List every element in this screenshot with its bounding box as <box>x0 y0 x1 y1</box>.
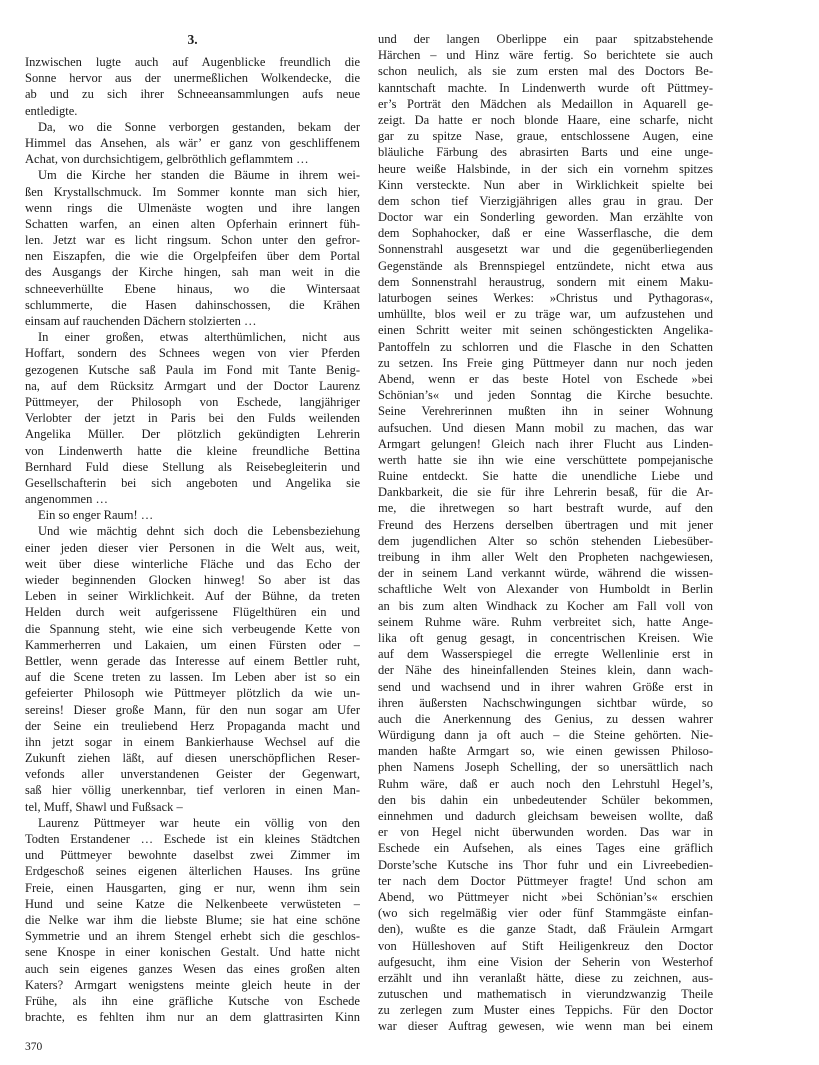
text-line: Freund des Herzens derselben übertragen und mit jener <box>378 517 713 532</box>
text-line: Kammerherren und Lakaien, um einen Fürsten oder – <box>25 637 360 652</box>
text-line: ihn jetzt sogar in einem Bankierhause Wechsel auf die <box>25 734 360 749</box>
text-line: Kinn versteckte. Nun aber in Wirklichkeit spielte bei <box>378 177 713 192</box>
text-line: Bettler, wenn gerade das Interesse auf einem Bettler ruht, <box>25 653 360 668</box>
text-line: Dankbarkeit, die sie für ihre Lehrerin besaß, für die Ar- <box>378 485 713 500</box>
text-line: seinem Ruhme wäre. Ruhm verbreitet sich, hatte Ange- <box>378 614 713 629</box>
text-line: Würdigung dann ja oft auch – die Steine gehörten. Nie- <box>378 728 713 743</box>
text-line: ßen Krystallschmuck. Im Sommer konnte man sich hier, <box>25 184 360 199</box>
text-line: von Hülleshoven auf Stift Heiligenkreuz den Doctor <box>378 938 713 953</box>
text-line: sereins! Dieser große Mann, für den nun sogar am Ufer <box>25 702 360 717</box>
paragraph <box>25 815 360 1025</box>
text-line: Bernhard Fuld diese Stellung als Reisebegleiterin und <box>25 459 360 474</box>
text-line: Sonne hervor aus der unermeßlichen Wolkendecke, die <box>25 71 360 86</box>
text-line: laturbogen seines Werkes: »Christus und Pythagoras«, <box>378 291 713 305</box>
text-line: zu setzen. Ins Freie ging Püttmeyer dann nur noch jeden <box>378 355 713 370</box>
text-line: Und wie mächtig dehnt sich doch die Lebensbeziehung <box>38 524 360 539</box>
text-line: Katers? Armgart wenigstens meinte gleich heute in der <box>25 977 360 992</box>
text-line: von Lindenwerth hatte die kleine freundliche Bettina <box>25 443 360 458</box>
paragraph <box>25 119 360 168</box>
text-line: Hund und seine Katze die Nelkenbeete verwüsteten – <box>25 896 360 911</box>
text-line: lika oft genug gesagt, in concentrischen Kreisen. Wie <box>378 630 713 645</box>
text-line: Hoffart, sondern des Schnees wegen von vier Pferden <box>25 346 360 361</box>
text-line: nen Eiszapfen, die wie die Orgelpfeifen über dem Portal <box>25 249 360 264</box>
text-line: Freie, einen Hausgarten, ging er nur, wenn ihm sein <box>25 880 360 895</box>
text-line: saß hier völlig unerkennbar, tief verloren in einen Man- <box>25 783 360 798</box>
text-line: den), wußte es die ganze Stadt, daß Fräulein Armgart <box>378 922 713 937</box>
text-line: zeigt. Da hatte er noch blonde Haare, eine scharfe, nicht <box>378 112 713 127</box>
text-line: der Nähe des hineinfallenden Steines klein, dann wach- <box>378 663 713 678</box>
text-line: auf dem Wasserspiegel die erregte Wellenlinie erst in <box>378 647 713 662</box>
text-line: In einer großen, etwas alterthümlichen, nicht aus <box>38 330 360 345</box>
paragraph <box>25 329 360 507</box>
text-line: einsam auf rauchenden Dächern stolzierten … <box>25 314 257 328</box>
left-column <box>25 31 360 1035</box>
text-line: ihren äußersten Nachschwingungen sichtbar würde, so <box>378 695 713 710</box>
text-line: Angelika Müller. Der plötzlich gekündigten Lehrerin <box>25 427 360 442</box>
text-line: und der langen Oberlippe ein paar spitzabstehende <box>378 32 713 46</box>
paragraph <box>25 523 360 814</box>
text-line: schneeverhüllte Ebene hinaus, wo die Wintersaat <box>25 281 360 296</box>
text-line: die Nelke war ihm die liebste Blume; sie hat eine schöne <box>25 912 360 927</box>
text-line: Inzwischen lugte auch auf Augenblicke freundlich die <box>25 55 360 69</box>
paragraph <box>25 167 360 329</box>
text-line: (wo sich regelmäßig vier oder fünf Stammgäste einfan- <box>378 906 713 921</box>
text-line: weit über diese winterliche Fläche und das Echo der <box>25 556 360 571</box>
text-line: heure weiße Halsbinde, in der sich ein vornehm spitzes <box>378 161 713 176</box>
text-line: len. Jetzt war es licht ringsum. Schon unter den gefror- <box>25 233 360 248</box>
text-line: Ein so enger Raum! … <box>38 508 154 523</box>
text-line: phen Namens Joseph Schelling, der so unersättlich nach <box>378 760 713 775</box>
text-line: ter nach dem Doctor Püttmeyer fragte! Und schon am <box>378 873 713 888</box>
text-line: me, die ihretwegen so hart bestraft wurde, auf den <box>378 501 713 516</box>
text-line: Zukunft ziehen läßt, auf diesen unerschöpflichen Reser- <box>25 751 360 766</box>
text-line: der Seine ein treuliebend Herz Propaganda macht und <box>25 718 360 733</box>
text-line: Frühe, als ihn eine gräfliche Kutsche von Eschede <box>25 993 360 1008</box>
paragraph <box>25 507 360 523</box>
text-line: an bis zum alten Windhack zu Kocher am Fall voll von <box>378 598 713 613</box>
text-line: schlummerte, die Hasen dahinschossen, die Krähen <box>25 297 360 312</box>
paragraph <box>378 31 713 1035</box>
text-line: aufsuchen. Und diesen Mann mobil zu machen, das war <box>378 420 713 435</box>
text-line: Pantoffeln zu schlorren und die Flasche in den Schatten <box>378 339 713 354</box>
text-line: auch sein eigenes ganzes Wesen das eines großen alten <box>25 961 360 976</box>
text-line: ab und zu sich ihrer Schneeansammlungen aufs neue <box>25 87 360 102</box>
chapter-heading: 3. <box>187 32 198 47</box>
text-line: werth hatte sie ihn wie eine verschüttete pompejanische <box>378 452 713 467</box>
text-line: angenommen … <box>25 492 108 507</box>
text-line: Ruine entdeckt. Sie hatte die unendliche Liebe und <box>378 469 713 484</box>
text-line: Eschede ein Aufsehen, als eines Tages eine gräflich <box>378 841 713 856</box>
text-line: einen Schritt weiter mit seinen schöngestickten Angelika- <box>378 323 713 338</box>
text-line: dem jugendlichen Alter so schön stehenden Liebesüber- <box>378 533 713 548</box>
text-line: einnehmen und dadurch gleichsam beweisen wollte, daß <box>378 809 713 823</box>
text-line: Erdgeschoß seines eigenen älterlichen Hauses. Ins grüne <box>25 864 360 879</box>
text-line: Armgart gelungen! Gleich nach ihrer Flucht aus Linden- <box>378 436 713 451</box>
text-line: er von Hegel nicht überwunden worden. Das war in <box>378 825 713 840</box>
text-line: Sonnenstrahl ausgesetzt war und die gegenüberliegenden <box>378 242 713 257</box>
text-line: Gegenstände als Brennspiegel entzündete, nicht etwa aus <box>378 258 713 273</box>
text-line: Ruhm wäre, daß er auch noch den Lehrstuhl Hegel’s, <box>378 776 713 791</box>
text-line: Leben in seiner Wirklichkeit. Auf der Bühne, da treten <box>25 589 360 604</box>
text-line: Um die Kirche her standen die Bäume in ihrem wei- <box>38 168 360 183</box>
text-line: des Ausgangs der Kirche hingen, sah man weit in die <box>25 265 360 280</box>
text-line: Todten Erstandener … Eschede ist ein kleines Städtchen <box>25 832 360 846</box>
text-line: Himmel das Ansehen, als wär’ er ganz von geschliffenem <box>25 135 360 150</box>
text-line: wieder beginnenden Glocken hinweg! So aber ist das <box>25 573 360 587</box>
text-line: vefonds aller unverstandenen Geister der Gegenwart, <box>25 767 360 782</box>
text-line: einer jeden dieser vier Personen in die Welt aus, weit, <box>25 540 360 555</box>
text-line: Da, wo die Sonne verborgen gestanden, bekam der <box>38 119 360 134</box>
text-line: Abend, wo Püttmeyer nicht »bei Schönian’s« erschien <box>378 889 713 904</box>
text-line: zu zerlegen zum Muster eines Teppichs. Für den Doctor <box>378 1003 713 1018</box>
text-line: bläuliche Färbung des abrasirten Barts und eine unge- <box>378 145 713 160</box>
text-line: aufgesucht, ihm eine Vision der Seherin von Westerhof <box>378 954 713 969</box>
text-line: den bis dahin ein unbedeutender Schüler bekommen, <box>378 792 713 807</box>
paragraph <box>25 54 360 119</box>
text-line: schaftliche Welt von Alexander von Humboldt in Berlin <box>378 582 713 597</box>
text-line: Achat, von durchsichtigem, gelbröthlich geflammtem … <box>25 152 309 167</box>
page-number: 370 <box>25 1041 43 1053</box>
text-line: Laurenz Püttmeyer war heute ein völlig von den <box>38 815 360 830</box>
text-line: auch die Anerkennung des Genius, zu dessen wahrer <box>378 711 713 726</box>
text-line: umhüllte, blos weil er zu träge war, um aufzustehen und <box>378 307 713 322</box>
text-line: auf die Scene treten zu lassen. Im Leben aber ist so ein <box>25 670 360 685</box>
text-line: zutuschen und mathematisch in vierundzwanzig Theile <box>378 987 713 1002</box>
text-line: Symmetrie und an ihrem Stengel erhebt sich die geschlos- <box>25 929 360 944</box>
text-line: erzählt und ihn veranlaßt hätte, diese zu zeichnen, aus- <box>378 970 713 985</box>
text-line: tel, Muff, Shawl und Fußsack – <box>25 799 183 814</box>
text-line: Abend, wenn er das beste Hotel von Eschede »bei <box>378 371 713 386</box>
text-line: treibung in ihm aller Welt den Propheten nachgewiesen, <box>378 550 713 564</box>
text-line: dem schon tief Vierzigjährigen alles grau in grau. Der <box>378 193 713 208</box>
right-column <box>378 31 713 1035</box>
text-line: na, auf dem Rücksitz Armgart und der Doctor Laurenz <box>25 378 360 393</box>
text-line: entledigte. <box>25 103 78 118</box>
text-line: Dorste’sche Kutsche ins Thor fuhr und ein Livreebedien- <box>378 857 713 872</box>
text-line: dem Sophahocker, daß er eine Wasserflasche, die dem <box>378 226 713 241</box>
text-line: und Püttmeyer bewohnte daselbst zwei Zimmer im <box>25 848 360 863</box>
text-line: kanntschaft machte. In Lindenwerth wurde oft Püttmey- <box>378 80 713 95</box>
text-line: dem Sonnenstrahl heraustrug, sondern mit einem Maku- <box>378 274 713 289</box>
text-line: wenn rings die Ulmenäste wogten und ihre langen <box>25 200 360 215</box>
text-line: die Spannung steht, wie eine sich verbeugende Kette von <box>25 621 360 636</box>
text-line: Helden durch weit aufgerissene Flügelthüren ein und <box>25 605 360 620</box>
text-line: er’s Porträt den Mädchen als Medaillon in Aquarell ge- <box>378 96 713 111</box>
text-line: Doctor war ein Sonderling geworden. Man erzählte von <box>378 210 713 225</box>
text-line: sene Knospe in einer konischen Gestalt. Und hatte nicht <box>25 945 360 960</box>
text-line: Püttmeyer, der Philosoph von Eschede, langjähriger <box>25 394 360 409</box>
text-line: gezogenen Kutsche saß Paula im Fond mit Tante Benig- <box>25 362 360 377</box>
text-line: gar zu spitze Nase, graue, entschlossene Augen, eine <box>378 129 713 144</box>
text-line: manden haßte Armgart so, wie einen gewissen Philoso- <box>378 744 713 759</box>
text-line: Gesellschafterin bei sich angeboten und Angelika sie <box>25 475 360 490</box>
text-line: Schatten warfen, an einen alten Opferhain erinnert füh- <box>25 216 360 231</box>
text-line: brachte, es fehlten ihm nur an dem glattrasirten Kinn <box>25 1010 360 1025</box>
text-line: send und wachsend und in ihrer wahren Größe erst in <box>378 679 713 694</box>
text-line: schon neulich, als sie zum ersten mal des Doctors Be- <box>378 64 713 79</box>
text-line: Verlobter der jetzt in Paris bei den Fulds weilenden <box>25 411 360 426</box>
text-line: der in seinem Land verkannt würde, während die wissen- <box>378 566 713 581</box>
text-line: Schönian’s« und jeden Sonntag die Kirche besuchte. <box>378 388 713 403</box>
text-columns <box>25 31 713 1035</box>
text-line: Härchen – und Hinz wäre fertig. So berichtete sie auch <box>378 48 713 63</box>
text-line: gefeierter Philosoph wie Püttmeyer plötzlich da wie un- <box>25 686 360 701</box>
text-line: war dieser Auftrag gewesen, wie wenn man bei einem <box>378 1019 713 1034</box>
text-line: Seine Verehrerinnen mußten ihn in seiner Wohnung <box>378 404 713 419</box>
